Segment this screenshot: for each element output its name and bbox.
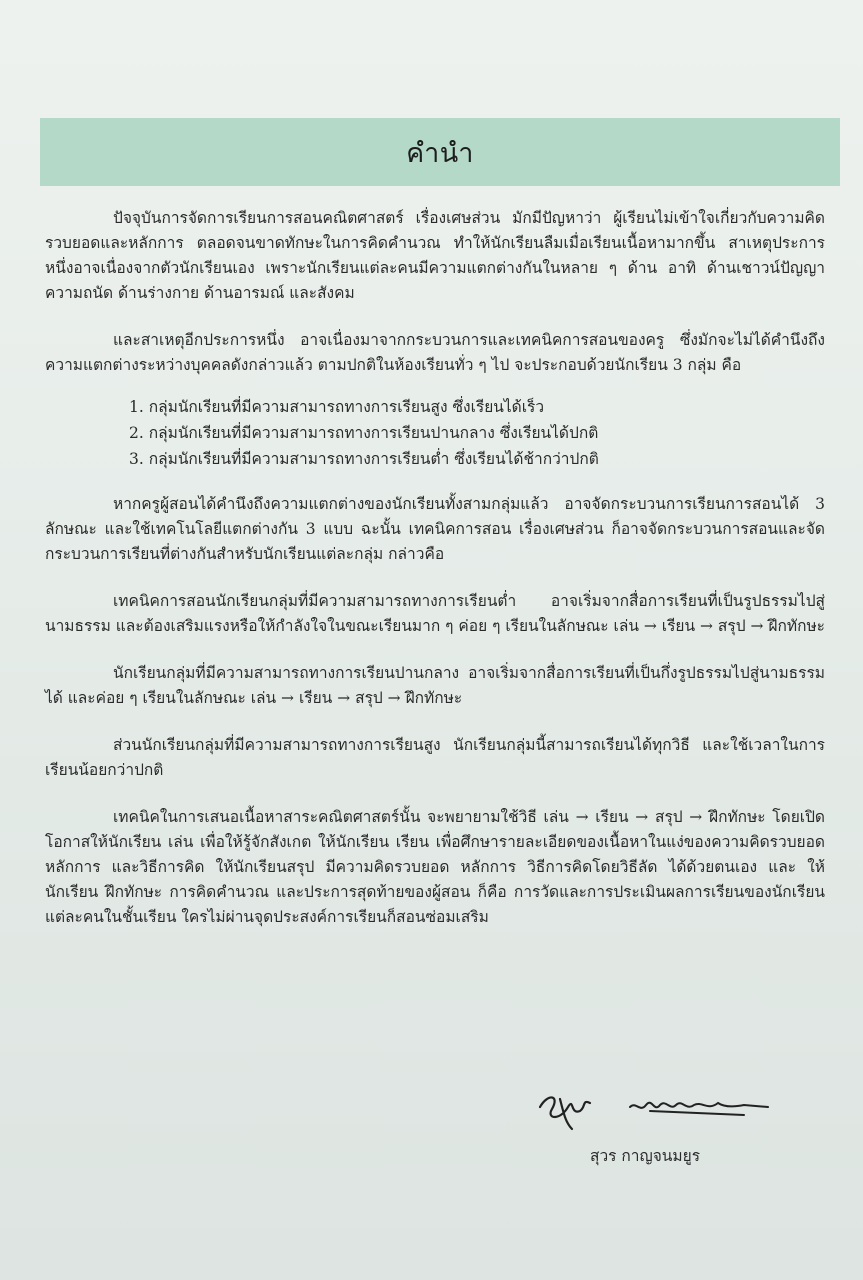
paragraph-3: หากครูผู้สอนได้คำนึงถึงความแตกต่างของนักเรียนทั้งสามกลุ่มแล้ว อาจจัดกระบวนการเรียนการสอนได้ 3 ลักษณะ และใช้เทคโนโลยีแตกต่างกัน 3 แบบ ฉะนั้น เทคนิคการสอน เรื่องเศษส่วน ก็อาจจัดกระบวนการสอนและจัดกระบวนการเรียนที่ต่างกันสำหรับนักเรียนแต่ละกลุ่ม กล่าวคือ — [45, 495, 825, 563]
paragraph-7: เทคนิคในการเสนอเนื้อหาสาระคณิตศาสตร์นั้น จะพยายามใช้วิธี เล่น → เรียน → สรุป → ฝึกทักษะ โดยเปิดโอกาสให้นักเรียน เล่น เพื่อให้รู้จักสังเกต ให้นักเรียน เรียน เพื่อศึกษารายละเอียดของเนื้อหาในแง่ของความคิดรวบยอด หลักการ และวิธีการคิด ให้นักเรียนสรุป มีความคิดรวบยอด หลักการ วิธีการคิดโดยวิธีลัด ได้ด้วยตนเอง และ ให้นักเรียน ฝึกทักษะ การคิดคำนวณ และประการสุดท้ายของผู้สอน ก็คือ การวัดและการประเมินผลการเรียนของนักเรียนแต่ละคนในชั้นเรียน ใครไม่ผ่านจุดประสงค์การเรียนก็สอนซ่อมเสริม — [45, 808, 825, 926]
group-list — [45, 394, 825, 472]
paragraph-5: นักเรียนกลุ่มที่มีความสามารถทางการเรียนปานกลาง อาจเริ่มจากสื่อการเรียนที่เป็นกึ่งรูปธรรมไปสู่นามธรรมได้ และค่อย ๆ เรียนในลักษณะ เล่น → เรียน → สรุป → ฝึกทักษะ — [45, 664, 825, 707]
paragraph-6: ส่วนนักเรียนกลุ่มที่มีความสามารถทางการเรียนสูง นักเรียนกลุ่มนี้สามารถเรียนได้ทุกวิธี และใช้เวลาในการเรียนน้อยกว่าปกติ — [45, 736, 825, 779]
page-title: คำนำ — [406, 137, 474, 169]
paragraph-2: และสาเหตุอีกประการหนึ่ง อาจเนื่องมาจากกระบวนการและเทคนิคการสอนของครู ซึ่งมักจะไม่ได้คำนึงถึงความแตกต่างระหว่างบุคคลดังกล่าวแล้ว ตามปกติในห้องเรียนทั่ว ๆ ไป จะประกอบด้วยนักเรียน 3 กลุ่ม คือ — [45, 331, 825, 374]
list-item: 1. กลุ่มนักเรียนที่มีความสามารถทางการเรียนสูง ซึ่งเรียนได้เร็ว — [129, 398, 545, 416]
paragraph-1: ปัจจุบันการจัดการเรียนการสอนคณิตศาสตร์ เรื่องเศษส่วน มักมีปัญหาว่า ผู้เรียนไม่เข้าใจเกี่ยวกับความคิดรวบยอดและหลักการ ตลอดจนขาดทักษะในการคิดคำนวณ ทำให้นักเรียนลืมเมื่อเรียนเนื้อหามากขึ้น สาเหตุประการหนึ่งอาจเนื่องจากตัวนักเรียนเอง เพราะนักเรียนแต่ละคนมีความแตกต่างกันในหลาย ๆ ด้าน อาทิ ด้านเชาวน์ปัญญา ความถนัด ด้านร่างกาย ด้านอารมณ์ และสังคม — [45, 209, 825, 302]
list-item: 2. กลุ่มนักเรียนที่มีความสามารถทางการเรียนปานกลาง ซึ่งเรียนได้ปกติ — [129, 424, 599, 442]
title-banner — [40, 118, 840, 186]
handwritten-signature — [530, 1085, 790, 1135]
signature-name: สุวร กาญจนมยูร — [590, 1147, 701, 1165]
signature-block — [530, 1085, 790, 1205]
body-text — [45, 206, 825, 952]
list-item: 3. กลุ่มนักเรียนที่มีความสามารถทางการเรียนต่ำ ซึ่งเรียนได้ช้ากว่าปกติ — [129, 450, 599, 468]
paragraph-4: เทคนิคการสอนนักเรียนกลุ่มที่มีความสามารถทางการเรียนต่ำ อาจเริ่มจากสื่อการเรียนที่เป็นรูปธรรมไปสู่นามธรรม และต้องเสริมแรงหรือให้กำลังใจในขณะเรียนมาก ๆ ค่อย ๆ เรียนในลักษณะ เล่น → เรียน → สรุป → ฝึกทักษะ — [45, 592, 825, 635]
